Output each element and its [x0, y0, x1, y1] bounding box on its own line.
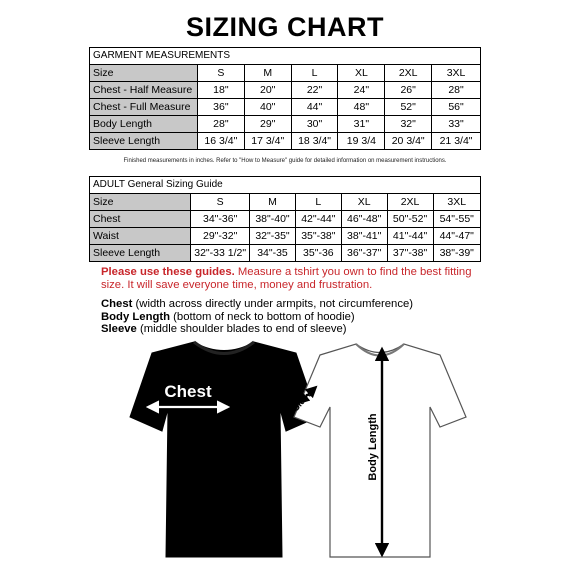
cell: 36" — [197, 99, 244, 116]
cell: 29"-32" — [191, 228, 250, 245]
cell: 34"-35 — [250, 245, 296, 262]
table-row — [90, 65, 481, 82]
cell: S — [191, 194, 250, 211]
table-row — [90, 194, 481, 211]
garment-measurements-table — [89, 47, 481, 150]
cell: 2XL — [385, 65, 432, 82]
chest-diagram-label: Chest — [164, 382, 212, 401]
adult-sizing-table — [89, 176, 481, 262]
adult-table-header: ADULT General Sizing Guide — [90, 177, 481, 194]
black-tshirt — [130, 342, 318, 557]
cell: 44"-47" — [433, 228, 481, 245]
cell: 31" — [338, 116, 385, 133]
cell: 48" — [338, 99, 385, 116]
table-row — [90, 82, 481, 99]
definition-desc: (bottom of neck to bottom of hoodie) — [170, 310, 355, 323]
cell: 40" — [244, 99, 291, 116]
cell: 29" — [244, 116, 291, 133]
body-length-diagram-label: Body Length — [367, 413, 379, 481]
cell: 42"-44" — [295, 211, 341, 228]
cell: 18 3/4" — [291, 133, 338, 150]
table-row — [90, 228, 481, 245]
definition-desc: (middle shoulder blades to end of sleeve) — [136, 323, 347, 335]
cell: 18" — [197, 82, 244, 99]
cell: 50"-52" — [387, 211, 433, 228]
cell: 46"-48" — [341, 211, 387, 228]
cell: 35"-36 — [295, 245, 341, 262]
cell: XL — [341, 194, 387, 211]
cell: 28" — [197, 116, 244, 133]
row-label: Sleeve Length — [90, 133, 198, 150]
cell: 21 3/4" — [432, 133, 481, 150]
row-label: Waist — [90, 228, 191, 245]
cell: 3XL — [433, 194, 481, 211]
table-row — [90, 133, 481, 150]
cell: 19 3/4 — [338, 133, 385, 150]
definition-desc: (width across directly under armpits, not circumference) — [132, 298, 414, 310]
cell: 32"-35" — [250, 228, 296, 245]
cell: 54"-55" — [433, 211, 481, 228]
garment-table-header: GARMENT MEASUREMENTS — [90, 48, 481, 65]
cell: 17 3/4" — [244, 133, 291, 150]
guide-text: Measure a tshirt you own to find the best fitting size. It will save everyone time, money and frustration. — [101, 266, 472, 291]
cell: 3XL — [432, 65, 481, 82]
cell: 28" — [432, 82, 481, 99]
cell: 22" — [291, 82, 338, 99]
cell: 20 3/4" — [385, 133, 432, 150]
table-row — [90, 245, 481, 262]
cell: 32"-33 1/2" — [191, 245, 250, 262]
guide-emphasis: Please use these guides. — [101, 266, 235, 278]
definition-term: Sleeve — [101, 323, 137, 335]
cell: 35"-38" — [295, 228, 341, 245]
table-row — [90, 211, 481, 228]
table-row — [90, 99, 481, 116]
definition-chest — [101, 298, 413, 311]
usage-guide — [101, 266, 481, 291]
row-label: Body Length — [90, 116, 198, 133]
cell: 38"-40" — [250, 211, 296, 228]
cell: 24" — [338, 82, 385, 99]
row-label: Size — [90, 194, 191, 211]
row-label: Chest — [90, 211, 191, 228]
cell: 41"-44" — [387, 228, 433, 245]
cell: 26" — [385, 82, 432, 99]
cell: S — [197, 65, 244, 82]
cell: 20" — [244, 82, 291, 99]
cell: 30" — [291, 116, 338, 133]
measurement-definitions — [101, 298, 413, 336]
measurement-note: Finished measurements in inches. Refer to "How to Measure" guide for detailed information on measurement instructions. — [123, 158, 447, 164]
cell: M — [244, 65, 291, 82]
cell: 34"-36" — [191, 211, 250, 228]
table-row — [90, 116, 481, 133]
row-label: Sleeve Length — [90, 245, 191, 262]
definition-term: Body Length — [101, 310, 171, 323]
cell: 32" — [385, 116, 432, 133]
cell: XL — [338, 65, 385, 82]
cell: 44" — [291, 99, 338, 116]
definition-sleeve — [101, 323, 413, 336]
sleeve-diagram-label: Sleeve — [290, 385, 318, 413]
row-label: Chest - Full Measure — [90, 99, 198, 116]
cell: 2XL — [387, 194, 433, 211]
page-title: SIZING CHART — [186, 12, 384, 42]
cell: M — [250, 194, 296, 211]
cell: 16 3/4" — [197, 133, 244, 150]
cell: 38"-41" — [341, 228, 387, 245]
cell: 56" — [432, 99, 481, 116]
cell: 37"-38" — [387, 245, 433, 262]
definition-term: Chest — [101, 298, 133, 310]
white-tshirt — [294, 344, 466, 557]
cell: 36"-37" — [341, 245, 387, 262]
row-label: Chest - Half Measure — [90, 82, 198, 99]
row-label: Size — [90, 65, 198, 82]
definition-body-length — [101, 311, 413, 324]
cell: 52" — [385, 99, 432, 116]
cell: 33" — [432, 116, 481, 133]
cell: L — [291, 65, 338, 82]
cell: L — [295, 194, 341, 211]
cell: 38"-39" — [433, 245, 481, 262]
tshirt-diagrams — [0, 335, 570, 570]
